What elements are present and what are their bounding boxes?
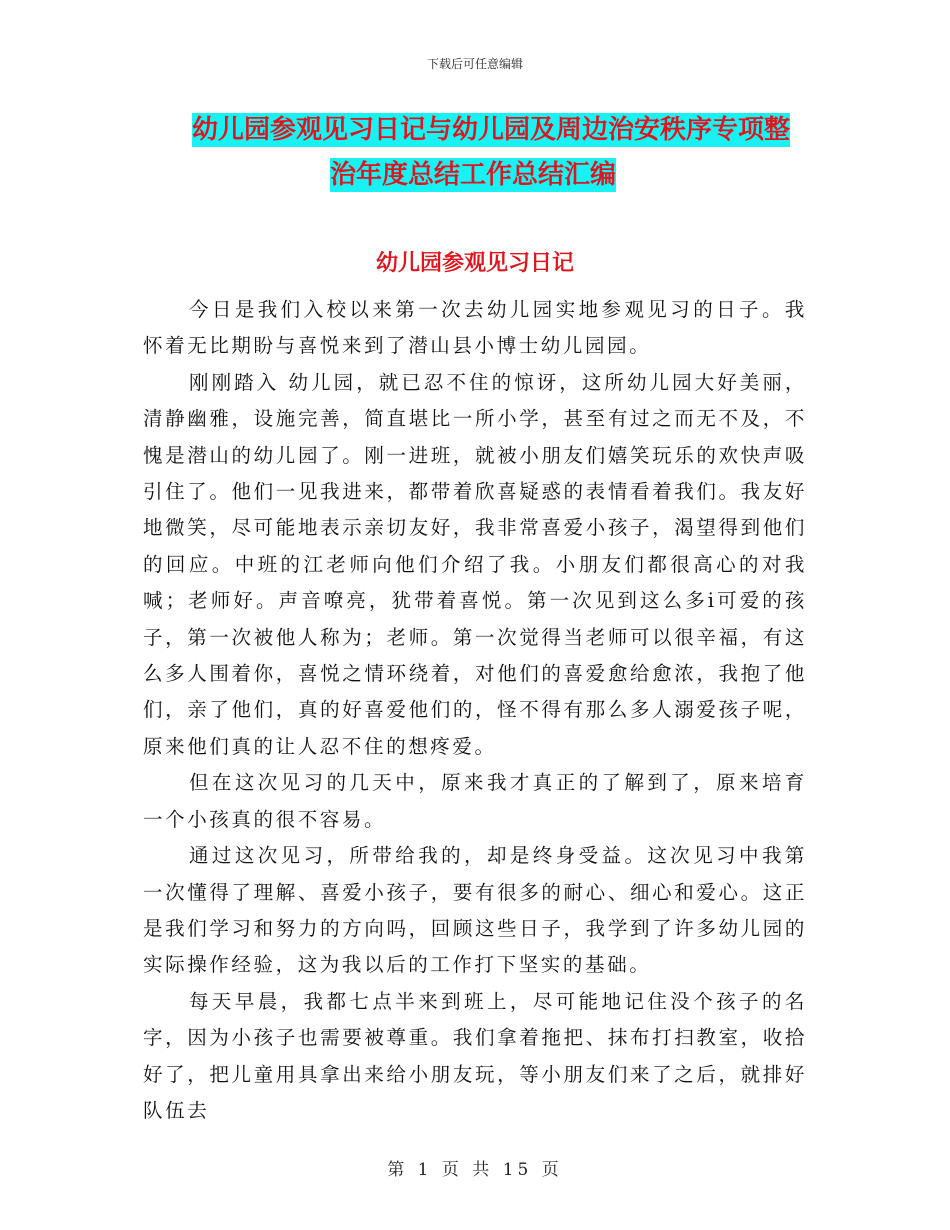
paragraph: 但在这次见习的几天中，原来我才真正的了解到了，原来培育一个小孩真的很不容易。	[143, 771, 807, 831]
paragraph: 今日是我们入校以来第一次去幼儿园实地参观见习的日子。我怀着无比期盼与喜悦来到了潜山县小博士幼儿园园。	[143, 298, 807, 358]
section-title: 幼儿园参观见习日记	[375, 251, 574, 276]
page-footer: 第 1 页 共 15 页	[387, 1160, 563, 1180]
body-text	[143, 292, 807, 1129]
title-line-1	[140, 108, 840, 153]
paragraph: 通过这次见习，所带给我的，却是终身受益。这次见习中我第一次懂得了理解、喜爱小孩子，要有很多的耐心、细心和爱心。这正是我们学习和努力的方向吗，回顾这些日子，我学到了许多幼儿园的实际操作经验，这为我以后的工作打下坚实的基础。	[143, 844, 807, 977]
header-note: 下载后可任意编辑	[426, 57, 523, 71]
paragraph: 每天早晨，我都七点半来到班上，尽可能地记住没个孩子的名字，因为小孩子也需要被尊重。我们拿着拖把、抹布打扫教室，收拾好了，把儿童用具拿出来给小朋友玩，等小朋友们来了之后，就排好队伍去	[143, 989, 807, 1122]
title-line-1-text: 幼儿园参观见习日记与幼儿园及周边治安秩序专项整	[192, 115, 791, 145]
paragraph: 刚刚踏入 幼儿园，就已忍不住的惊讶，这所幼儿园大好美丽，清静幽雅，设施完善，简直堪比一所小学，甚至有过之而无不及，不愧是潜山的幼儿园了。刚一进班，就被小朋友们嬉笑玩乐的欢快声吸引住了。他们一见我进来，都带着欣喜疑惑的表情看着我们。我友好地微笑，尽可能地表示亲切友好，我非常喜爱小孩子，渴望得到他们的回应。中班的江老师向他们介绍了我。小朋友们都很高心的对我喊；老师好。声音嘹亮，犹带着喜悦。第一次见到这么多i可爱的孩子，第一次被他人称为；老师。第一次觉得当老师可以很辛福，有这么多人围着你，喜悦之情环绕着，对他们的喜爱愈给愈浓，我抱了他们，亲了他们，真的好喜爱他们的，怪不得有那么多人溺爱孩子呢，原来他们真的让人忍不住的想疼爱。	[143, 370, 807, 758]
document-title	[140, 108, 840, 198]
title-line-2	[140, 153, 840, 198]
title-line-2-text: 治年度总结工作总结汇编	[330, 160, 617, 190]
